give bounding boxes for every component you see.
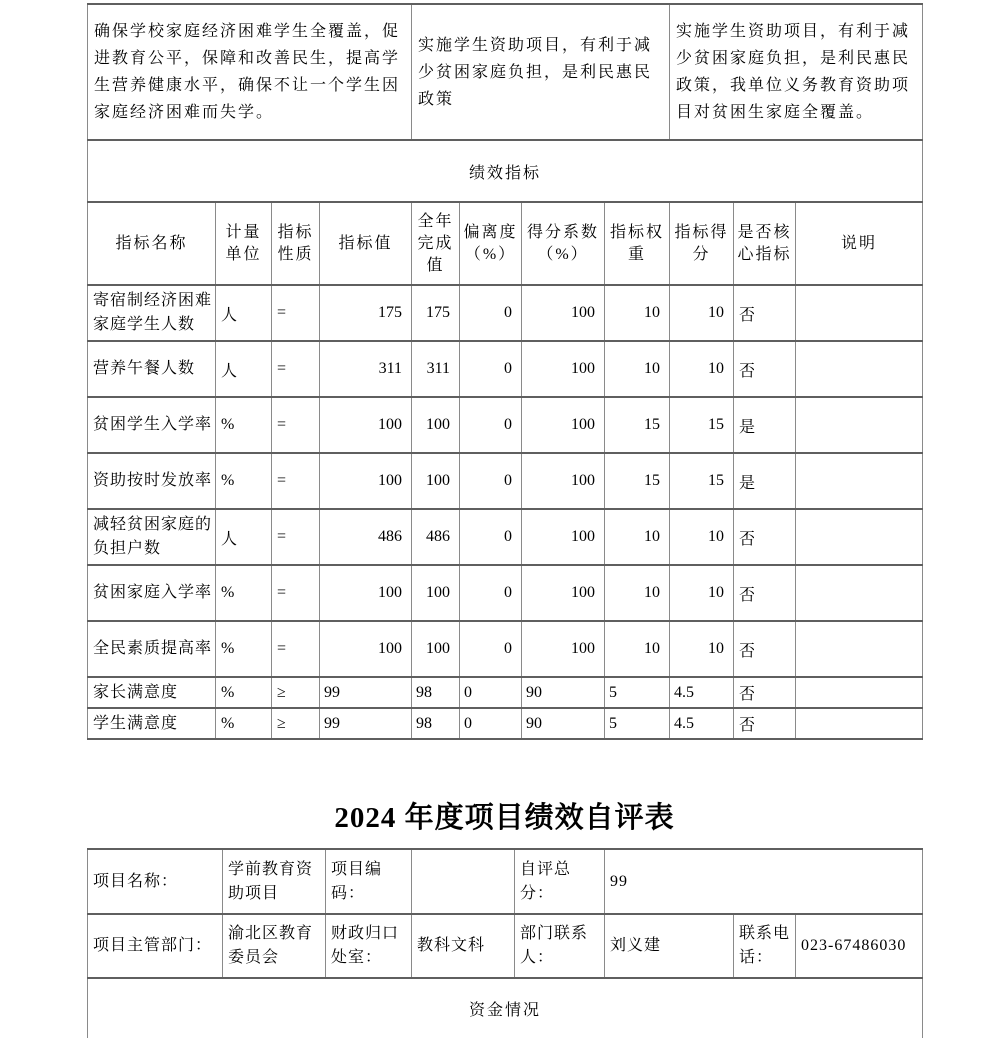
- indicator-cell-note: [796, 621, 923, 677]
- indicator-cell-weight: 10: [605, 621, 670, 677]
- indicator-row: [88, 677, 923, 708]
- indicator-cell-score_coef: 100: [522, 341, 605, 397]
- page-title: 2024 年度项目绩效自评表: [334, 802, 675, 834]
- indicator-cell-unit: %: [216, 397, 272, 453]
- indicator-cell-note: [796, 285, 923, 341]
- indicator-cell-deviation: 0: [460, 341, 522, 397]
- dept-value: 渝北区教育委员会: [223, 914, 326, 978]
- indicator-cell-unit: 人: [216, 509, 272, 565]
- indicator-cell-score: 15: [670, 397, 734, 453]
- project-name-row: [88, 849, 923, 914]
- indicator-column-header: 全年完成值: [412, 202, 460, 285]
- indicator-cell-deviation: 0: [460, 677, 522, 708]
- dept-label: 项目主管部门：: [88, 914, 223, 978]
- indicator-cell-score_coef: 100: [522, 565, 605, 621]
- indicator-column-header: 指标性质: [272, 202, 320, 285]
- indicator-cell-score_coef: 100: [522, 397, 605, 453]
- indicator-cell-unit: %: [216, 453, 272, 509]
- indicator-cell-completed: 175: [412, 285, 460, 341]
- indicator-cell-nature: =: [272, 565, 320, 621]
- indicator-cell-unit: 人: [216, 285, 272, 341]
- indicator-cell-note: [796, 677, 923, 708]
- indicator-cell-core: 否: [734, 565, 796, 621]
- indicator-column-header: 说明: [796, 202, 923, 285]
- indicator-cell-weight: 10: [605, 285, 670, 341]
- indicator-cell-nature: =: [272, 509, 320, 565]
- indicator-cell-completed: 98: [412, 708, 460, 739]
- goal-text-benefit: 实施学生资助项目，有利于减少贫困家庭负担，是利民惠民政策: [412, 4, 670, 140]
- phone-label: 联系电话：: [734, 914, 796, 978]
- indicator-cell-deviation: 0: [460, 565, 522, 621]
- indicator-cell-target: 175: [320, 285, 412, 341]
- indicator-cell-nature: =: [272, 397, 320, 453]
- indicator-cell-score_coef: 100: [522, 621, 605, 677]
- funds-section-row: [88, 978, 923, 1038]
- indicator-cell-score_coef: 100: [522, 509, 605, 565]
- indicator-cell-nature: =: [272, 341, 320, 397]
- indicator-cell-weight: 10: [605, 565, 670, 621]
- indicator-cell-note: [796, 341, 923, 397]
- goal-text-overall: 确保学校家庭经济困难学生全覆盖，促进教育公平，保障和改善民生，提高学生营养健康水平，确保不让一个学生因家庭经济困难而失学。: [88, 4, 412, 140]
- contact-person-label: 部门联系人：: [515, 914, 605, 978]
- indicator-cell-score: 4.5: [670, 677, 734, 708]
- project-dept-row: [88, 914, 923, 978]
- funds-section-title: 资金情况: [88, 978, 923, 1038]
- indicator-cell-completed: 100: [412, 621, 460, 677]
- indicator-cell-target: 100: [320, 565, 412, 621]
- indicator-cell-score: 15: [670, 453, 734, 509]
- indicator-cell-unit: %: [216, 708, 272, 739]
- project-name-value: 学前教育资助项目: [223, 849, 326, 914]
- indicator-cell-unit: %: [216, 621, 272, 677]
- indicator-cell-core: 是: [734, 397, 796, 453]
- indicator-cell-score_coef: 90: [522, 708, 605, 739]
- indicator-cell-core: 否: [734, 285, 796, 341]
- finance-office-value: 教科文科: [412, 914, 515, 978]
- indicator-column-header: 计量单位: [216, 202, 272, 285]
- indicator-cell-score_coef: 100: [522, 285, 605, 341]
- indicator-cell-weight: 5: [605, 677, 670, 708]
- indicator-cell-completed: 100: [412, 397, 460, 453]
- indicator-row: [88, 509, 923, 565]
- indicator-cell-core: 否: [734, 341, 796, 397]
- indicator-cell-target: 99: [320, 677, 412, 708]
- indicator-column-header: 是否核心指标: [734, 202, 796, 285]
- indicator-cell-target: 100: [320, 621, 412, 677]
- indicator-row: [88, 397, 923, 453]
- indicator-cell-note: [796, 509, 923, 565]
- contact-person-value: 刘义建: [605, 914, 734, 978]
- indicator-cell-deviation: 0: [460, 397, 522, 453]
- indicator-section-title: 绩效指标: [88, 140, 923, 202]
- indicator-cell-deviation: 0: [460, 453, 522, 509]
- project-goal-row: [88, 4, 923, 140]
- indicator-cell-target: 486: [320, 509, 412, 565]
- indicator-cell-target: 311: [320, 341, 412, 397]
- indicator-section-row: [88, 140, 923, 202]
- finance-office-label: 财政归口处室：: [326, 914, 412, 978]
- indicator-cell-score: 10: [670, 621, 734, 677]
- indicator-cell-deviation: 0: [460, 621, 522, 677]
- indicator-cell-deviation: 0: [460, 285, 522, 341]
- indicator-cell-weight: 5: [605, 708, 670, 739]
- indicator-cell-target: 100: [320, 397, 412, 453]
- indicator-cell-target: 100: [320, 453, 412, 509]
- project-code-value: [412, 849, 515, 914]
- indicator-cell-note: [796, 397, 923, 453]
- self-score-value: 99: [605, 849, 923, 914]
- self-score-label: 自评总分：: [515, 849, 605, 914]
- indicator-cell-score: 10: [670, 565, 734, 621]
- indicator-cell-score: 10: [670, 285, 734, 341]
- indicator-cell-note: [796, 565, 923, 621]
- indicator-cell-core: 否: [734, 621, 796, 677]
- performance-indicator-table: [87, 3, 923, 740]
- indicator-cell-weight: 15: [605, 453, 670, 509]
- indicator-cell-name: 贫困家庭入学率: [88, 565, 216, 621]
- indicator-cell-unit: %: [216, 565, 272, 621]
- project-name-label: 项目名称：: [88, 849, 223, 914]
- indicator-cell-completed: 98: [412, 677, 460, 708]
- indicator-cell-core: 否: [734, 708, 796, 739]
- indicator-column-header: 偏离度（%）: [460, 202, 522, 285]
- indicator-cell-name: 学生满意度: [88, 708, 216, 739]
- indicator-cell-weight: 10: [605, 341, 670, 397]
- indicator-cell-name: 营养午餐人数: [88, 341, 216, 397]
- indicator-cell-unit: %: [216, 677, 272, 708]
- indicator-cell-unit: 人: [216, 341, 272, 397]
- indicator-cell-name: 减轻贫困家庭的负担户数: [88, 509, 216, 565]
- indicator-cell-note: [796, 708, 923, 739]
- indicator-column-header: 指标权重: [605, 202, 670, 285]
- phone-value: 023-67486030: [796, 914, 923, 978]
- project-code-label: 项目编码：: [326, 849, 412, 914]
- indicator-row: [88, 453, 923, 509]
- indicator-cell-score: 10: [670, 341, 734, 397]
- indicator-row: [88, 565, 923, 621]
- indicator-cell-name: 家长满意度: [88, 677, 216, 708]
- indicator-cell-note: [796, 453, 923, 509]
- indicator-cell-completed: 100: [412, 453, 460, 509]
- indicator-cell-weight: 15: [605, 397, 670, 453]
- indicator-cell-nature: =: [272, 285, 320, 341]
- indicator-row: [88, 341, 923, 397]
- indicator-cell-completed: 486: [412, 509, 460, 565]
- indicator-cell-nature: =: [272, 621, 320, 677]
- indicator-cell-score_coef: 90: [522, 677, 605, 708]
- indicator-cell-name: 寄宿制经济困难家庭学生人数: [88, 285, 216, 341]
- indicator-column-header: 指标得分: [670, 202, 734, 285]
- indicator-cell-core: 是: [734, 453, 796, 509]
- indicator-row: [88, 708, 923, 739]
- indicator-cell-completed: 100: [412, 565, 460, 621]
- indicator-cell-name: 贫困学生入学率: [88, 397, 216, 453]
- indicator-cell-core: 否: [734, 677, 796, 708]
- indicator-cell-completed: 311: [412, 341, 460, 397]
- indicator-column-header: 得分系数（%）: [522, 202, 605, 285]
- indicator-row: [88, 621, 923, 677]
- project-info-table: [87, 848, 923, 1038]
- indicator-column-header: 指标名称: [88, 202, 216, 285]
- indicator-cell-name: 全民素质提高率: [88, 621, 216, 677]
- indicator-cell-score_coef: 100: [522, 453, 605, 509]
- indicator-cell-name: 资助按时发放率: [88, 453, 216, 509]
- indicator-cell-nature: ≥: [272, 708, 320, 739]
- indicator-cell-nature: ≥: [272, 677, 320, 708]
- indicator-cell-core: 否: [734, 509, 796, 565]
- indicator-cell-weight: 10: [605, 509, 670, 565]
- indicator-row: [88, 285, 923, 341]
- indicator-cell-target: 99: [320, 708, 412, 739]
- goal-text-coverage: 实施学生资助项目，有利于减少贫困家庭负担，是利民惠民政策，我单位义务教育资助项目对贫困生家庭全覆盖。: [670, 4, 923, 140]
- indicator-header-row: [88, 202, 923, 285]
- indicator-column-header: 指标值: [320, 202, 412, 285]
- indicator-cell-deviation: 0: [460, 708, 522, 739]
- indicator-cell-nature: =: [272, 453, 320, 509]
- indicator-cell-deviation: 0: [460, 509, 522, 565]
- indicator-cell-score: 10: [670, 509, 734, 565]
- indicator-cell-score: 4.5: [670, 708, 734, 739]
